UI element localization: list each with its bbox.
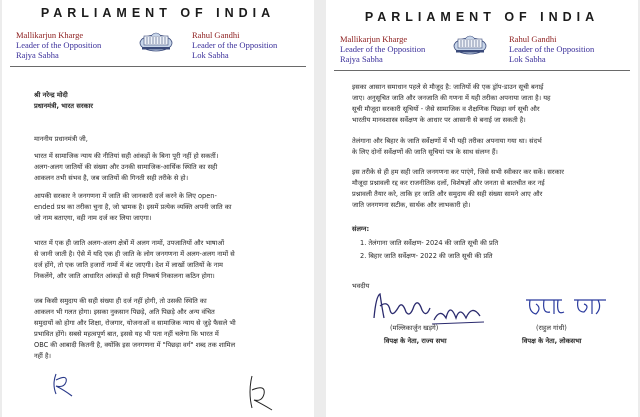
paragraph-line: प्रश्नावली तैयार करे, ताकि हर जाति और समुदाय की सही संख्या सामने आए और xyxy=(352,190,543,198)
left-sender-name: Mallikarjun Kharge xyxy=(340,34,408,44)
closing-text: भवदीय xyxy=(352,282,370,290)
letterhead-title: PARLIAMENT OF INDIA xyxy=(40,6,276,20)
addressee-line: श्री नरेन्द्र मोदी xyxy=(34,91,68,99)
letter-page-1 xyxy=(2,0,314,417)
signature-kharge xyxy=(370,288,490,328)
paragraph-line: जाए। अनुसूचित जाति और जनजाति की गणना में यही तरीका अपनाया जाता है। यह xyxy=(352,94,551,102)
paragraph-line: इस तरीके से ही हम सही जाति जनगणना कर पाएंगे, जिसे सभी स्वीकार कर सकें। सरकार xyxy=(352,168,564,176)
right-sender-house: Lok Sabha xyxy=(509,54,546,64)
paragraph-line: भारतीय मानवशास्त्र सर्वेक्षण के आधार पर आसानी से बनाई जा सकती है। xyxy=(352,116,526,124)
paragraph-line: तेलंगाना और बिहार के जाति सर्वेक्षणों में भी यही तरीका अपनाया गया था। संदर्भ xyxy=(352,137,542,145)
signatory-name-kharge: (मल्लिकार्जुन खड़गे) xyxy=(390,324,439,332)
right-sender-role: Leader of the Opposition xyxy=(192,40,278,50)
paragraph-line: अलग-अलग जातियों की संख्या और उनकी सामाजिक-आर्थिक स्थिति का सही xyxy=(34,163,218,171)
right-sender-name: Rahul Gandhi xyxy=(509,34,557,44)
letterhead-title: PARLIAMENT OF INDIA xyxy=(364,10,600,24)
enclosures-label: संलग्न: xyxy=(352,225,370,233)
paragraph-line: दर्ज होंगे, तो एक जाति हजारों नामों में बंट जाएगी। देश में लाखों जातियों के नाम xyxy=(34,261,223,269)
left-sender-name: Mallikarjun Kharge xyxy=(16,30,84,40)
paragraph-line: समुदायों को होगा और शिक्षा, रोजगार, योजनाओं व सामाजिक न्याय से जुड़े फैसले भी xyxy=(34,319,236,327)
paragraph-line: नहीं है। xyxy=(34,352,51,360)
enclosure-item: 1. तेलंगाना जाति सर्वेक्षण- 2024 की जाति सूची की प्रति xyxy=(360,239,499,247)
right-sender-role: Leader of the Opposition xyxy=(509,44,595,54)
parliament-emblem-icon xyxy=(139,29,173,53)
signatory-name-gandhi: (राहुल गांधी) xyxy=(536,324,567,332)
paragraph-line: आकलन तभी संभव है, जब जातियों की गिनती सही तरीके से हो। xyxy=(34,174,189,182)
addressee-line: प्रधानमंत्री, भारत सरकार xyxy=(34,102,93,110)
left-sender-role: Leader of the Opposition xyxy=(340,44,426,54)
signatory-title-kharge: विपक्ष के नेता, राज्य सभा xyxy=(384,337,447,345)
paragraph-line: आकलन भी गलत होगा। इसका नुकसान पिछड़े, अति पिछड़े और अन्य वंचित xyxy=(34,308,215,316)
letter-page-2 xyxy=(326,0,638,417)
initials-signature-right xyxy=(242,372,282,412)
header-divider xyxy=(334,70,630,71)
paragraph-line: आपकी सरकार ने जनगणना में जाति की जानकारी दर्ज करने के लिए open- xyxy=(34,192,217,200)
paragraph-line: इसका आसान समाधान पहले से मौजूद है: जातियों की एक ड्रॉप-डाउन सूची बनाई xyxy=(352,83,544,91)
initials-signature-left xyxy=(50,370,90,400)
right-sender-house: Lok Sabha xyxy=(192,50,229,60)
left-sender-house: Rajya Sabha xyxy=(16,50,59,60)
paragraph-line: भारत में सामाजिक न्याय की नीतियां सही आंकड़ों के बिना पूरी नहीं हो सकतीं। xyxy=(34,152,219,160)
paragraph-line: जाति जनगणना सटीक, सार्थक और लाभकारी हो। xyxy=(352,201,471,209)
header-divider xyxy=(10,66,306,67)
left-sender-house: Rajya Sabha xyxy=(340,54,383,64)
paragraph-line: OBC की आबादी कितनी है, क्योंकि इस जनगणना में "पिछड़ा वर्ग" शब्द तक शामिल xyxy=(34,341,236,349)
paragraph-line: जो नाम बताएगा, वही नाम दर्ज कर लिया जाएगा। xyxy=(34,214,152,222)
parliament-emblem-icon xyxy=(453,32,487,56)
paragraph-line: सूची मौजूदा सरकारी सूचियों - जैसे सामाजिक व शैक्षणिक पिछड़ा वर्ग सूची और xyxy=(352,105,540,113)
paragraph-line: भारत में एक ही जाति अलग-अलग क्षेत्रों में अलग नामों, उपजातियों और भाषाओं xyxy=(34,239,225,247)
paragraph-line: से जानी जाती है। ऐसे में यदि एक ही जाति के लोग जनगणना में अलग-अलग नामों से xyxy=(34,250,235,258)
enclosure-item: 2. बिहार जाति सर्वेक्षण- 2022 की जाति सूची की प्रति xyxy=(360,252,493,260)
paragraph-line: निकलेंगे, और जाति आधारित आंकड़ों से सही निष्कर्ष निकालना कठिन होगा। xyxy=(34,272,215,280)
signatory-title-gandhi: विपक्ष के नेता, लोकसभा xyxy=(522,337,582,345)
paragraph-line: ended प्रश्न का तरीका चुना है, जो भ्रामक है। इसमें प्रत्येक व्यक्ति अपनी जाति का xyxy=(34,203,232,211)
signature-gandhi xyxy=(522,290,612,326)
paragraph-line: मौजूदा प्रश्नावली रद्द कर राजनीतिक दलों, विशेषज्ञों और जनता से बातचीत कर नई xyxy=(352,179,545,187)
right-sender-name: Rahul Gandhi xyxy=(192,30,240,40)
paragraph-line: प्रभावित होंगे। सबसे महत्वपूर्ण बात, इससे यह भी पता नहीं चलेगा कि भारत में xyxy=(34,330,219,338)
paragraph-line: के लिए दोनों सर्वेक्षणों की जाति सूचियां पत्र के साथ संलग्न हैं। xyxy=(352,148,498,156)
salutation: माननीय प्रधानमंत्री जी, xyxy=(34,135,88,143)
left-sender-role: Leader of the Opposition xyxy=(16,40,102,50)
paragraph-line: जब किसी समुदाय की सही संख्या ही दर्ज नहीं होगी, तो उसकी स्थिति का xyxy=(34,297,207,305)
